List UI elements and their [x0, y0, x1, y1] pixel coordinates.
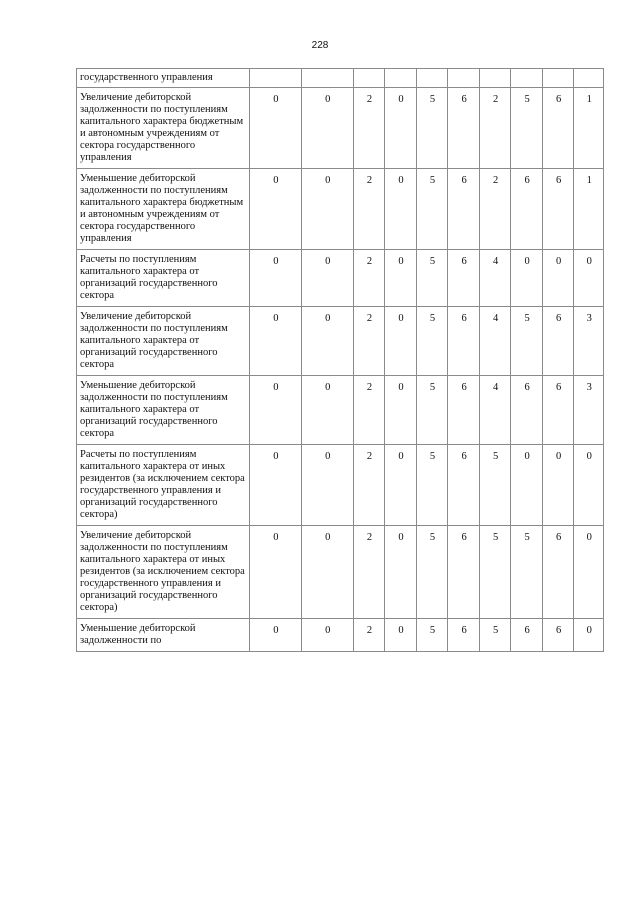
account-codes-table	[76, 68, 604, 652]
code-digit-cell: 6	[542, 526, 574, 619]
code-digit-cell: 0	[574, 619, 604, 652]
code-digit-cell: 0	[301, 88, 353, 169]
table-row	[77, 169, 604, 250]
code-digit-cell: 0	[542, 445, 574, 526]
account-description: Расчеты по поступлениям капитального характера от организаций государственного сектора	[77, 250, 250, 307]
code-digit-cell	[542, 69, 574, 88]
table-row	[77, 69, 604, 88]
code-digit-cell	[385, 69, 417, 88]
account-description: Уменьшение дебиторской задолженности по поступлениям капитального характера бюджетным и автономным учреждениям от сектора государственного управления	[77, 169, 250, 250]
table-row	[77, 445, 604, 526]
account-description: Увеличение дебиторской задолженности по поступлениям капитального характера от организаций государственного сектора	[77, 307, 250, 376]
code-digit-cell: 0	[385, 250, 417, 307]
code-digit-cell: 6	[542, 619, 574, 652]
code-digit-cell: 5	[511, 526, 543, 619]
code-digit-cell: 0	[249, 250, 301, 307]
code-digit-cell: 0	[511, 250, 543, 307]
code-digit-cell: 4	[479, 376, 511, 445]
code-digit-cell: 5	[416, 250, 448, 307]
code-digit-cell: 6	[542, 376, 574, 445]
page-number: 228	[311, 40, 329, 51]
code-digit-cell	[301, 69, 353, 88]
code-digit-cell: 0	[574, 250, 604, 307]
code-digit-cell	[479, 69, 511, 88]
code-digit-cell: 0	[249, 88, 301, 169]
code-digit-cell: 6	[448, 526, 480, 619]
code-digit-cell: 0	[249, 526, 301, 619]
code-digit-cell: 0	[249, 619, 301, 652]
account-description: Уменьшение дебиторской задолженности по	[77, 619, 250, 652]
code-digit-cell: 4	[479, 307, 511, 376]
code-digit-cell: 5	[479, 619, 511, 652]
code-digit-cell: 5	[479, 526, 511, 619]
code-digit-cell: 1	[574, 88, 604, 169]
account-description: Увеличение дебиторской задолженности по поступлениям капитального характера бюджетным и автономным учреждениям от сектора государственного управления	[77, 88, 250, 169]
code-digit-cell: 3	[574, 307, 604, 376]
code-digit-cell: 6	[448, 619, 480, 652]
code-digit-cell: 6	[448, 169, 480, 250]
code-digit-cell: 0	[301, 307, 353, 376]
code-digit-cell: 6	[542, 307, 574, 376]
code-digit-cell: 5	[416, 619, 448, 652]
code-digit-cell: 1	[574, 169, 604, 250]
table-row	[77, 619, 604, 652]
code-digit-cell: 6	[448, 376, 480, 445]
table-row	[77, 88, 604, 169]
code-digit-cell: 0	[511, 445, 543, 526]
table-row	[77, 376, 604, 445]
table-row	[77, 526, 604, 619]
code-digit-cell: 0	[249, 445, 301, 526]
code-digit-cell: 0	[301, 445, 353, 526]
code-digit-cell: 5	[511, 307, 543, 376]
code-digit-cell: 2	[353, 307, 385, 376]
code-digit-cell: 6	[511, 619, 543, 652]
code-digit-cell: 0	[574, 445, 604, 526]
code-digit-cell	[416, 69, 448, 88]
code-digit-cell: 0	[385, 169, 417, 250]
code-digit-cell: 3	[574, 376, 604, 445]
code-digit-cell: 0	[385, 307, 417, 376]
code-digit-cell	[448, 69, 480, 88]
code-digit-cell: 5	[416, 169, 448, 250]
code-digit-cell: 2	[479, 88, 511, 169]
table-row	[77, 250, 604, 307]
code-digit-cell: 5	[416, 376, 448, 445]
code-digit-cell: 0	[385, 376, 417, 445]
code-digit-cell: 0	[301, 526, 353, 619]
code-digit-cell: 6	[448, 88, 480, 169]
code-digit-cell: 0	[249, 376, 301, 445]
code-digit-cell: 6	[448, 445, 480, 526]
code-digit-cell	[353, 69, 385, 88]
code-digit-cell: 0	[385, 88, 417, 169]
code-digit-cell: 0	[385, 526, 417, 619]
code-digit-cell: 2	[353, 250, 385, 307]
code-digit-cell	[249, 69, 301, 88]
code-digit-cell: 5	[416, 307, 448, 376]
code-digit-cell: 6	[511, 376, 543, 445]
code-digit-cell: 0	[301, 376, 353, 445]
account-description: государственного управления	[77, 69, 250, 88]
code-digit-cell: 4	[479, 250, 511, 307]
code-digit-cell: 5	[416, 526, 448, 619]
code-digit-cell	[574, 69, 604, 88]
table-body	[77, 69, 604, 652]
code-digit-cell: 5	[479, 445, 511, 526]
code-digit-cell: 0	[301, 250, 353, 307]
code-digit-cell: 0	[542, 250, 574, 307]
code-digit-cell: 2	[353, 376, 385, 445]
code-digit-cell: 0	[301, 619, 353, 652]
code-digit-cell: 2	[353, 445, 385, 526]
code-digit-cell: 6	[542, 169, 574, 250]
code-digit-cell: 5	[511, 88, 543, 169]
code-digit-cell: 2	[479, 169, 511, 250]
code-digit-cell: 2	[353, 169, 385, 250]
code-digit-cell	[511, 69, 543, 88]
code-digit-cell: 5	[416, 88, 448, 169]
code-digit-cell: 0	[249, 307, 301, 376]
code-digit-cell: 5	[416, 445, 448, 526]
code-digit-cell: 0	[574, 526, 604, 619]
account-description: Уменьшение дебиторской задолженности по поступлениям капитального характера от организаций государственного сектора	[77, 376, 250, 445]
code-digit-cell: 2	[353, 526, 385, 619]
code-digit-cell: 0	[249, 169, 301, 250]
code-digit-cell: 6	[448, 250, 480, 307]
code-digit-cell: 0	[385, 619, 417, 652]
account-description: Расчеты по поступлениям капитального характера от иных резидентов (за исключением сектора государственного управления и организаций государственного сектора)	[77, 445, 250, 526]
code-digit-cell: 6	[448, 307, 480, 376]
code-digit-cell: 6	[511, 169, 543, 250]
code-digit-cell: 2	[353, 619, 385, 652]
code-digit-cell: 6	[542, 88, 574, 169]
code-digit-cell: 0	[301, 169, 353, 250]
code-digit-cell: 0	[385, 445, 417, 526]
table-row	[77, 307, 604, 376]
account-description: Увеличение дебиторской задолженности по поступлениям капитального характера от иных резидентов (за исключением сектора государственного управления и организаций государственного сектора)	[77, 526, 250, 619]
code-digit-cell: 2	[353, 88, 385, 169]
